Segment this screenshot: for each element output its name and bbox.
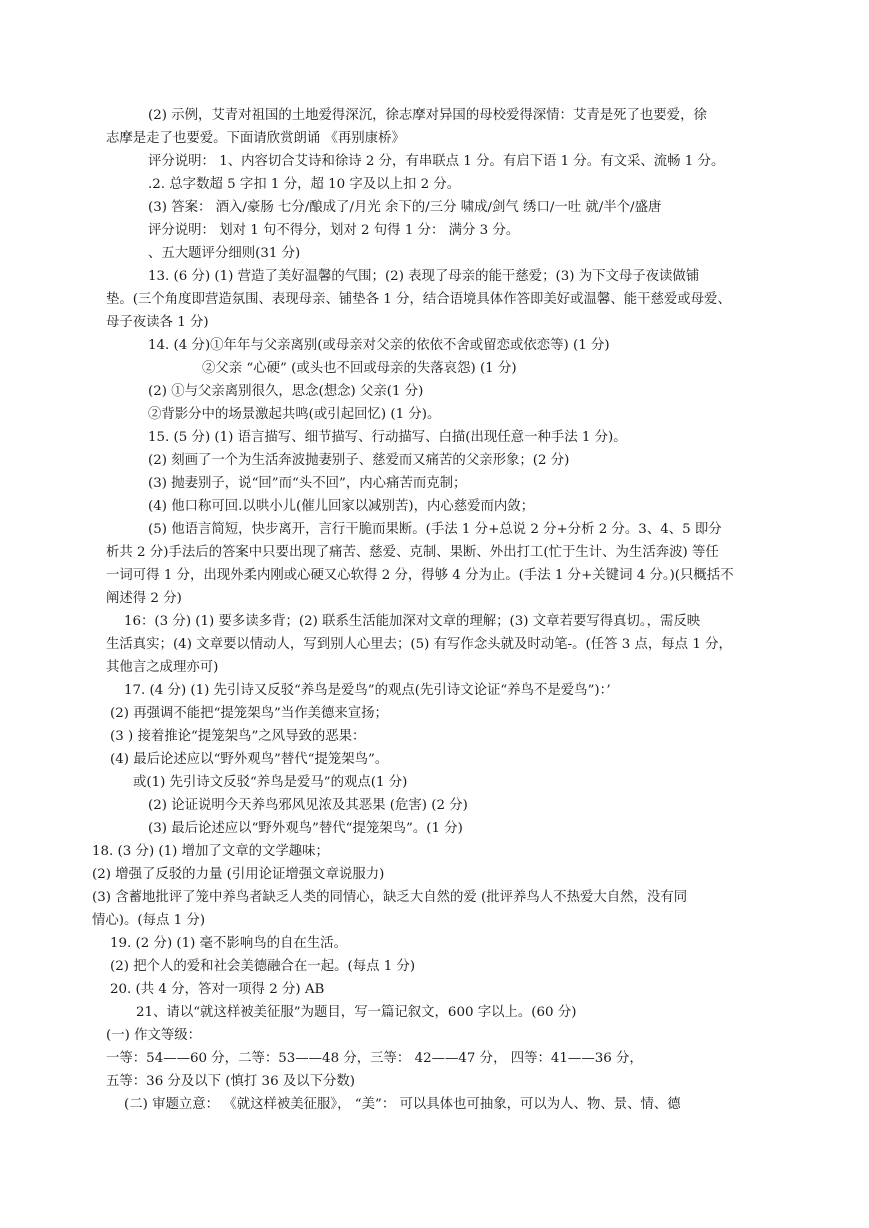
text-line: (2) 刻画了一个为生活奔波抛妻别子、慈爱而又痛苦的父亲形象；(2 分) [148,453,570,468]
text-line: (4) 最后论述应以“野外观鸟”替代“提笼架鸟”。 [110,752,389,767]
text-line: (2) 再强调不能把“提笼架鸟”当作美德来宣扬； [110,706,388,721]
text-line: (3) 抛妻别子，说“回”而“头不回”，内心痛苦而克制； [148,476,467,491]
text-line: (一) 作文等级： [106,1028,202,1043]
text-line: 或(1) 先引诗文反驳“养鸟是爱马”的观点(1 分) [133,775,408,790]
text-line: (二) 审题立意： 《就这样被美征服》， “美”： 可以具体也可抽象，可以为人、物、景、情、德 [124,1097,681,1112]
text-line: 五等：36 分及以下 (慎打 36 及以下分数) [106,1074,356,1089]
text-line: (2) 把个人的爱和社会美德融合在一起。(每点 1 分) [110,959,416,974]
text-line: ②父亲 “心硬” (或头也不回或母亲的失落哀怨) (1 分) [202,361,517,376]
text-line: 19. (2 分) (1) 毫不影响鸟的自在生活。 [110,936,347,951]
text-line: 情心)。(每点 1 分) [92,913,206,928]
text-line: 17. (4 分) (1) 先引诗又反驳“养鸟是爱鸟”的观点(先引诗文论证“养鸟不是爱鸟”)：’ [124,683,611,698]
text-line: (2) 示例，艾青对祖国的土地爱得深沉，徐志摩对异国的母校爱得深情：艾青是死了也要爱，徐 [148,108,707,123]
text-line: (2) ①与父亲离别很久，思念(想念) 父亲(1 分) [148,384,424,399]
text-line: (2) 增强了反驳的力量 (引用论证增强文章说服力) [92,867,385,882]
text-line: 14. (4 分)①年年与父亲离别(或母亲对父亲的依依不舍或留恋或依恋等) (1 分) [148,338,610,353]
text-line: 母子夜读各 1 分) [106,315,209,330]
text-line: 18. (3 分) (1) 增加了文章的文学趣味； [92,844,329,859]
text-line: 13. (6 分) (1) 营造了美好温馨的气围；(2) 表现了母亲的能干慈爱；(3) 为下文母子夜读做铺 [148,269,700,284]
text-line: (3 ) 接着推论“提笼架鸟”之风导致的恶果： [110,729,366,744]
text-line: (4) 他口称可回.以哄小儿(催儿回家以减别苦)，内心慈爱而内敛； [148,499,535,514]
text-line: 析共 2 分)手法后的答案中只要出现了痛苦、慈爱、克制、果断、外出打工(忙于生计、为生活奔波) 等任 [106,545,719,560]
section-heading: 、五大题评分细则(31 分) [148,246,301,261]
text-line: 一等：54——60 分，二等：53——48 分，三等： 42——47 分， 四等：41——36 分， [106,1051,643,1066]
text-line: 16：(3 分) (1) 要多读多背；(2) 联系生活能加深对文章的理解；(3) 文章若要写得真切。，需反映 [124,614,701,629]
text-line: 21、请以“就这样被美征服”为题目，写一篇记叙文，600 字以上。(60 分) [136,1005,577,1020]
text-line: 志摩是走了也要爱。下面请欣赏朗诵 《再别康桥》 [106,131,405,146]
text-line: 生活真实；(4) 文章要以情动人，写到别人心里去；(5) 有写作念头就及时动笔-。(任答 3 点，每点 1 分， [106,637,732,652]
text-line: (3) 答案： 酒入/豪肠 七分/酿成了/月光 余下的/三分 啸成/剑气 绣口/一吐 就/半个/盛唐 [148,200,662,215]
text-line: 垫。(三个角度即营造氛围、表现母亲、铺垫各 1 分，结合语境具体作答即美好或温馨、能干慈爱或母爱、 [106,292,731,307]
text-line: 20. (共 4 分，答对一项得 2 分) AB [110,982,325,997]
text-line: 评分说明： 1、内容切合艾诗和徐诗 2 分，有串联点 1 分。有启下语 1 分。有文采、流畅 1 分。 [148,154,725,169]
text-line: (5) 他语言简短，快步离开，言行干脆而果断。(手法 1 分+总说 2 分+分析 2 分。3、4、5 即分 [148,522,722,537]
text-line: (3) 含蓄地批评了笼中养鸟者缺乏人类的同情心，缺乏大自然的爱 (批评养鸟人不热爱大自然，没有同 [92,890,688,905]
text-line: 评分说明： 划对 1 句不得分，划对 2 句得 1 分： 满分 3 分。 [148,223,520,238]
text-line: 阐述得 2 分) [106,591,182,606]
text-line: 15. (5 分) (1) 语言描写、细节描写、行动描写、白描(出现任意一种手法 1 分)。 [148,430,627,445]
text-line: ②背影分中的场景激起共鸣(或引起回忆) (1 分)。 [148,407,441,422]
text-line: .2. 总字数超 5 字扣 1 分，超 10 字及以上扣 2 分。 [148,177,461,192]
text-line: (3) 最后论述应以“野外观鸟”替代“提笼架鸟”。(1 分) [148,821,463,836]
text-line: (2) 论证说明今天养鸟邪风见浓及其恶果 (危害) (2 分) [148,798,468,813]
text-line: 一词可得 1 分，出现外柔内刚或心硬又心软得 2 分，得够 4 分为止。(手法 1 分+关键词 4 分。)(只概括不 [106,568,734,583]
text-line: 其他言之成理亦可) [106,660,219,675]
